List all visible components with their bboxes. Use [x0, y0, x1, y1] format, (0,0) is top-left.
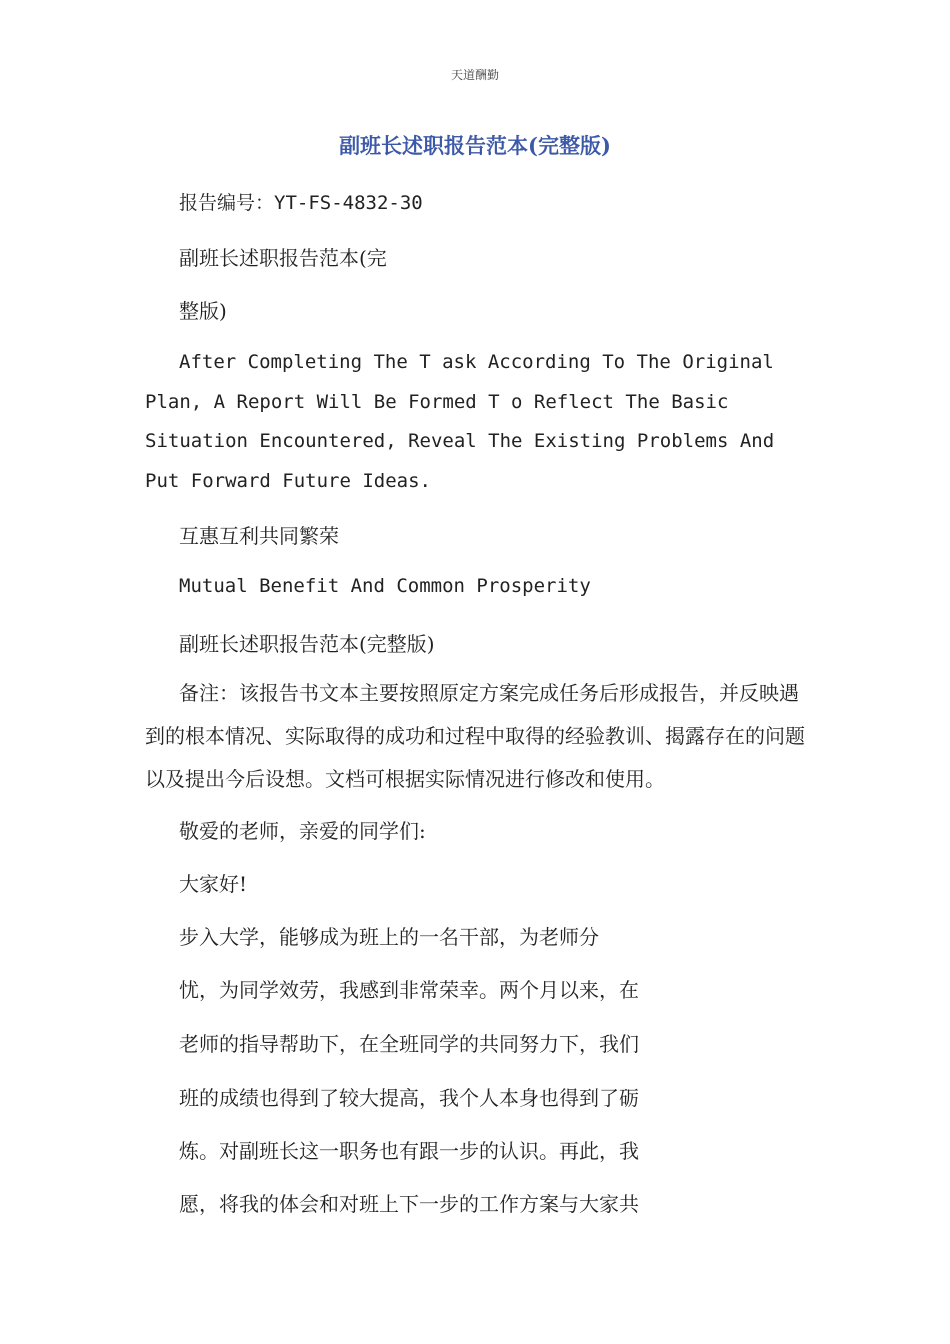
body-line: 班的成绩也得到了较大提高，我个人本身也得到了砺	[179, 1086, 639, 1110]
report-number: 报告编号：YT-FS-4832-30	[179, 192, 423, 214]
greeting: 敬爱的老师，亲爱的同学们:	[179, 819, 426, 843]
document-title: 副班长述职报告范本(完整版)	[339, 133, 611, 158]
body-line: 老师的指导帮助下，在全班同学的共同努力下，我们	[179, 1032, 639, 1056]
note-paragraph: 备注：该报告书文本主要按照原定方案完成任务后形成报告，并反映遇到的根本情况、实际取得的成功和过程中取得的经验教训、揭露存在的问题以及提出今后设想。文档可根据实际情况进行修改和使用。	[145, 681, 805, 791]
subtitle-line-1: 副班长述职报告范本(完	[179, 246, 387, 270]
body-line: 炼。对副班长这一职务也有跟一步的认识。再此，我	[179, 1139, 639, 1163]
hello-line: 大家好!	[179, 872, 248, 896]
page-header: 天道酬勤	[450, 68, 499, 82]
subtitle-line-2: 整版)	[179, 299, 227, 323]
english-summary: After Completing The T ask According To The Original Plan, A Report Will Be Formed T o Reflect The Basic Situation Encountered, Reveal The Existing Problems And Put Forward Future Ideas.	[145, 351, 775, 492]
title-repeat: 副班长述职报告范本(完整版)	[179, 632, 435, 656]
slogan-english: Mutual Benefit And Common Prosperity	[179, 575, 591, 597]
body-line: 忧，为同学效劳，我感到非常荣幸。两个月以来，在	[179, 978, 639, 1002]
slogan-chinese: 互惠互利共同繁荣	[179, 524, 339, 548]
body-line: 步入大学，能够成为班上的一名干部，为老师分	[179, 925, 599, 949]
body-line: 愿，将我的体会和对班上下一步的工作方案与大家共	[179, 1192, 639, 1216]
